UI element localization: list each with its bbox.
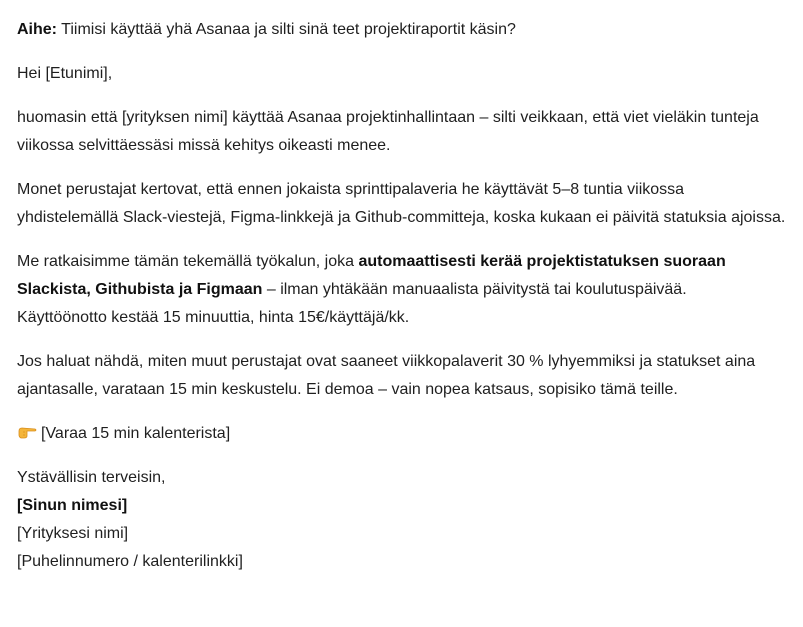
book-meeting-link[interactable]: [Varaa 15 min kalenterista] [41,425,231,442]
solution-text-end: – ilman yhtäkään manuaalista päivitystä tai koulutuspäivää. [262,281,687,298]
solution-pricing: Käyttöönotto kestää 15 minuuttia, hinta 15€/käyttäjä/kk. [17,309,410,326]
paragraph-problem: Monet perustajat kertovat, että ennen jokaista sprinttipalaveria he käyttävät 5–8 tuntia viikossa yhdistelemällä Slack-viestejä, Figma-linkkejä ja Github-committeja, koska kukaan ei päivitä statuksia ajoissa. [17,181,786,226]
signature-closing: Ystävällisin terveisin, [17,469,166,486]
cta-line[interactable] [17,420,787,448]
signature-name [17,492,787,520]
paragraph-solution [17,248,787,332]
pointing-hand-icon [17,421,37,435]
paragraph-intro: huomasin että [yrityksen nimi] käyttää Asanaa projektinhallintaan – silti veikkaan, että viet vieläkin tunteja viikossa selvittäessäsi missä kehitys oikeasti menee. [17,109,759,154]
solution-text-start: Me ratkaisimme tämän tekemällä työkalun, joka [17,253,359,270]
signature-contact: [Puhelinnumero / kalenterilinkki] [17,553,243,570]
subject-line [17,16,787,44]
solution-highlight: automaattisesti kerää projektistatuksen suoraan Slackista, Githubista ja Figmaan [17,253,726,298]
signature-block [17,464,787,576]
paragraph-offer: Jos haluat nähdä, miten muut perustajat ovat saaneet viikkopalaverit 30 % lyhyemmiksi ja statukset aina ajantasalle, varataan 15 min keskustelu. Ei demoa – vain nopea katsaus, sopisiko tämä teille. [17,353,756,398]
email-draft [17,16,787,576]
subject-label: Aihe: [17,21,57,38]
signature-company: [Yrityksesi nimi] [17,525,129,542]
signature-name-text: [Sinun nimesi] [17,497,128,514]
subject-text: Tiimisi käyttää yhä Asanaa ja silti sinä teet projektiraportit käsin? [57,21,516,38]
greeting: Hei [Etunimi], [17,65,113,82]
